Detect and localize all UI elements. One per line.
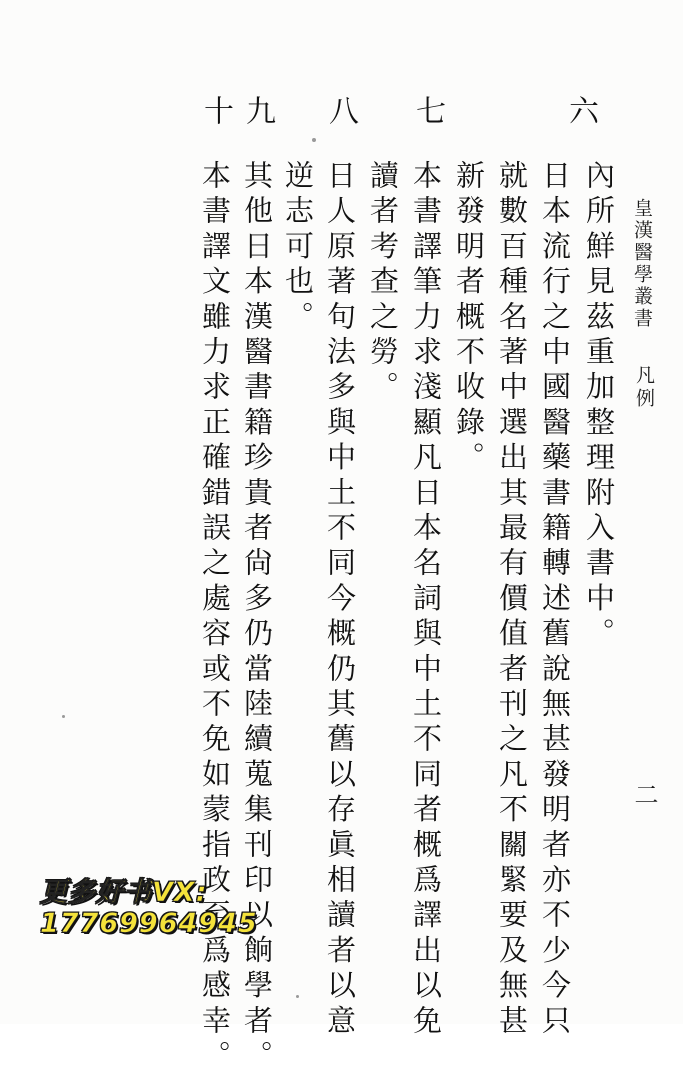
scan-speck [312, 138, 316, 142]
book-title: 皇漢醫學叢書 [631, 198, 653, 330]
text-column: 本書譯文雖力求正確錯誤之處容或不免如蒙指政至爲感幸。 [198, 160, 232, 1075]
item-number-10: 十 [198, 95, 233, 125]
item-number-6: 六 [563, 95, 598, 125]
item-number-9: 九 [240, 95, 275, 125]
scan-speck [296, 995, 299, 998]
text-column: 內所鮮見茲重加整理附入書中。 [582, 160, 616, 653]
page-number: 二 [630, 782, 658, 806]
watermark-number: 17769964945 [40, 908, 258, 939]
text-column: 日人原著句法多與中土不同今概仍其舊以存眞相讀者以意 [323, 160, 357, 1040]
item-number-8: 八 [323, 95, 358, 125]
text-column: 其他日本漢醫書籍珍貴者尙多仍當陸續蒐集刊印以餉學者。 [240, 160, 274, 1075]
text-column: 新發明者概不收錄。 [452, 160, 486, 477]
text-column: 讀者考查之勞。 [366, 160, 400, 407]
text-column: 本書譯筆力求淺顯凡日本名詞與中土不同者概爲譯出以免 [409, 160, 443, 1040]
section-title: 凡例 [633, 365, 655, 411]
text-column: 日本流行之中國醫藥書籍轉述舊說無甚發明者亦不少今只 [538, 160, 572, 1040]
text-column: 逆志可也。 [281, 160, 315, 336]
watermark-text: 更多好书VX: [40, 877, 208, 908]
scan-speck [62, 715, 65, 718]
item-number-7: 七 [410, 95, 445, 125]
text-column: 就數百種名著中選出其最有價值者刊之凡不關緊要及無甚 [495, 160, 529, 1040]
